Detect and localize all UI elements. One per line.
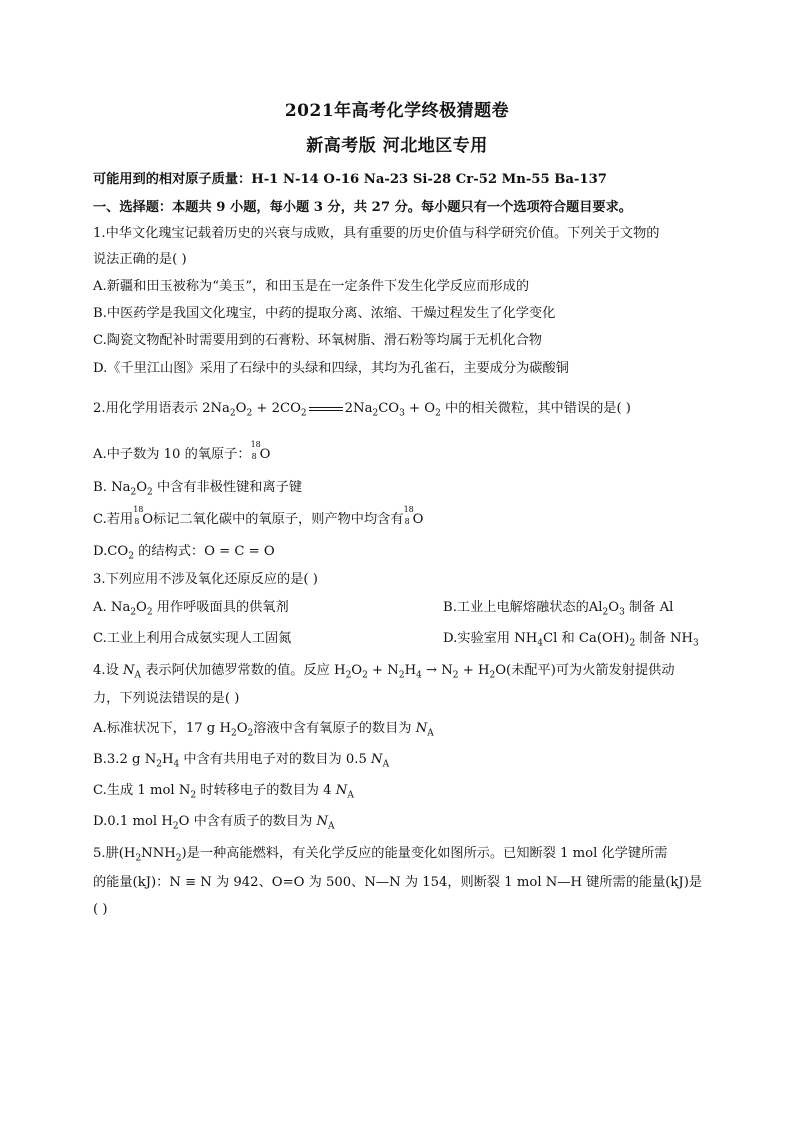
q3-options-row1: [93, 599, 713, 617]
q2-a-text: A.中子数为 10 的氧原子：: [93, 447, 251, 462]
q5-stem-line3: ( ): [93, 902, 108, 917]
exam-subtitle: 新高考版 河北地区专用: [306, 136, 488, 156]
q2-b-text: 中含有非极性键和离子键: [156, 480, 303, 495]
q3-option-c: C.工业上利用合成氨实现人工固氮: [93, 631, 292, 646]
q3-a-pre: A.: [93, 600, 107, 615]
q4-option-b: B.3.2 g $N_2H_4$ 中含有共用电子对的数目为 0.5 $N_A$: [93, 752, 390, 770]
exam-title: 2021年高考化学终极猜题卷: [284, 101, 510, 121]
q1-stem-line1: 1.中华文化瑰宝记载着历史的兴衰与成败，具有重要的历史价值与科学研究价值。下列关于文物的: [93, 226, 660, 241]
q5-stem-pre: 5.肼: [93, 846, 119, 861]
q3-option-b: B.工业上电解熔融状态的$Al_2O_3$ 制备 Al: [443, 600, 674, 618]
q2-option-d: $D.CO_2$ 的结构式：O = C = O: [93, 544, 275, 562]
q3-b-pre: B.工业上电解熔融状态的: [443, 600, 589, 615]
q4-stem-line2: 力，下列说法错误的是( ): [93, 691, 240, 706]
q4-stem-mid: 表示阿伏加德罗常数的值。反应: [145, 663, 330, 678]
q4-stem-post: (未配平)可为火箭发射提供动: [506, 663, 675, 678]
q2-option-b: B. $Na_2O_2$ 中含有非极性键和离子键: [93, 480, 303, 498]
q2-stem: [93, 400, 713, 418]
q4-option-c: C.生成 1 mol $N_2$ 时转移电子的数目为 4 $N_A$: [93, 783, 354, 801]
q1-stem-line2: 说法正确的是( ): [93, 252, 187, 267]
q2-c-pre: C.若用: [93, 512, 134, 527]
q4-c-pre: C.生成 1 mol: [93, 783, 175, 798]
q4-a-post: 溶液中含有氧原子的数目为: [253, 721, 412, 736]
q4-d-post: 中含有质子的数目为: [193, 814, 313, 829]
q4-option-a: A.标准状况下，17 g $H_2O_2$溶液中含有氧原子的数目为 $N_A$: [93, 721, 434, 739]
q2-equation: $2Na_2O_2 + 2CO_2$ $2Na_2CO_3 + O_2$: [202, 401, 441, 419]
section-heading: 一、选择题：本题共 9 小题，每小题 3 分，共 27 分。每小题只有一个选项符合题目要求。: [93, 200, 632, 215]
q2-c-mid: 标记二氧化碳中的氧原子，则产物中均含有: [153, 512, 404, 527]
q2-option-a: A.中子数为 10 的氧原子： 18 8 O: [93, 440, 271, 462]
q3-option-a: A. $Na_2O_2$ 用作呼吸面具的供氧剂: [93, 600, 289, 618]
atomic-masses: 可能用到的相对原子质量：H-1 N-14 O-16 Na-23 Si-28 Cr-52 Mn-55 Ba-137: [93, 172, 607, 187]
q3-option-d: D.实验室用 $NH_4Cl$ 和 $Ca(OH)_2$ 制备 $NH_3$: [443, 631, 699, 649]
q2-stem-pre: 2.用化学用语表示: [93, 401, 198, 416]
q2-option-c: C.若用 18 8 O标记二氧化碳中的氧原子，则产物中均含有 18 8 O: [93, 505, 424, 527]
q3-d-pre: D.实验室用: [443, 631, 511, 646]
q4-stem-line1: 4.设 $N_A$ 表示阿伏加德罗常数的值。反应 $H_2O_2 + N_2H_4 \to N_2 + H_2O$(未配平)可为火箭发射提供动: [93, 663, 675, 681]
q3-d-mid: 和: [561, 631, 575, 646]
q1-option-d: D.《千里江山图》采用了石绿中的头绿和四绿，其均为孔雀石，主要成分为碳酸铜: [93, 361, 569, 376]
q4-stem-pre: 4.设: [93, 663, 119, 678]
q5-stem-post: 是一种高能燃料，有关化学反应的能量变化如图所示。已知断裂 1 mol 化学键所需: [186, 846, 668, 861]
q5-stem-line2: 的能量(kJ)：N ≡ N 为 942、O=O 为 500、N—N 为 154，则断裂 1 mol N—H 键所需的能量(kJ)是: [93, 875, 703, 890]
q3-options-row2: [93, 630, 713, 648]
q1-option-c: C.陶瓷文物配补时需要用到的石膏粉、环氧树脂、滑石粉等均属于无机化合物: [93, 333, 542, 348]
q2-d-post: 的结构式：O = C = O: [138, 544, 275, 559]
q4-b-pre: B.3.2 g: [93, 752, 141, 767]
q4-option-d: D.0.1 mol $H_2O$ 中含有质子的数目为 $N_A$: [93, 814, 335, 832]
q2-d-pre: D.: [93, 544, 108, 559]
q4-b-post: 中含有共用电子对的数目为 0.5: [183, 752, 367, 767]
q3-stem: 3.下列应用不涉及氧化还原反应的是( ): [93, 572, 318, 587]
q3-b-post: 制备 Al: [629, 600, 674, 615]
q4-d-pre: D.0.1 mol: [93, 814, 158, 829]
q1-option-a: A.新疆和田玉被称为“美玉”，和田玉是在一定条件下发生化学反应而形成的: [93, 279, 530, 294]
q2-stem-post: 中的相关微粒，其中错误的是( ): [445, 401, 631, 416]
q4-c-post: 时转移电子的数目为 4: [200, 783, 332, 798]
q1-option-b: B.中医药学是我国文化瑰宝，中药的提取分离、浓缩、干燥过程发生了化学变化: [93, 306, 556, 321]
q5-stem-line1: 5.肼$(H_2NNH_2)$是一种高能燃料，有关化学反应的能量变化如图所示。已知断裂 1 mol 化学键所需: [93, 846, 668, 864]
q4-a-pre: A.标准状况下，17 g: [93, 721, 216, 736]
q3-d-mid2: 制备: [639, 631, 666, 646]
q3-a-post: 用作呼吸面具的供氧剂: [156, 600, 289, 615]
